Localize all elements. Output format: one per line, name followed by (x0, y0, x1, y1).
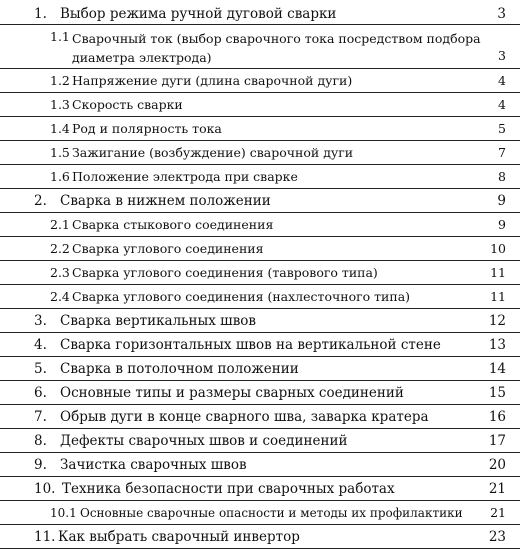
toc-entry-page: 15 (488, 385, 506, 401)
toc-entry-page: 3 (497, 6, 506, 22)
toc-entry-number: 7. (34, 409, 47, 425)
toc-entry-page: 17 (488, 433, 506, 449)
toc-entry-page: 9 (497, 193, 506, 209)
toc-entry-title: Выбор режима ручной дуговой сварки (60, 6, 337, 22)
toc-entry-title: Сварка в нижнем положении (60, 193, 271, 209)
toc-entry-title: Как выбрать сварочный инвертор (58, 529, 300, 545)
toc-entry-title: Сварка вертикальных швов (60, 313, 257, 329)
toc-entry-10-1[interactable] (0, 500, 520, 525)
toc-entry-page: 21 (490, 505, 506, 520)
toc-entry-page: 14 (488, 361, 506, 377)
toc-entry-number: 1. (34, 6, 47, 22)
toc-entry-page: 23 (488, 529, 506, 545)
toc-entry-number: 2.3 (50, 265, 70, 280)
toc-entry-title: Дефекты сварочных швов и соединений (60, 433, 348, 449)
toc-entry-9[interactable] (0, 452, 520, 477)
toc-entry-page: 11 (490, 265, 506, 280)
toc-entry-title: Сварочный ток (выбор сварочного тока посредством подбора диаметра электрода) (72, 31, 481, 65)
toc-entry-1[interactable] (0, 0, 520, 25)
toc-entry-title: Основные сварочные опасности и методы их профилактики (80, 506, 463, 520)
toc-entry-1-2[interactable] (0, 68, 520, 93)
toc-entry-page: 9 (498, 217, 506, 232)
toc-entry-number: 2.4 (50, 289, 70, 304)
toc-entry-10[interactable] (0, 476, 520, 501)
toc-entry-2-4[interactable] (0, 284, 520, 309)
toc-entry-title: Род и полярность тока (72, 121, 222, 136)
toc-entry-title: Обрыв дуги в конце сварного шва, заварка кратера (60, 409, 429, 425)
toc-entry-number: 4. (34, 337, 47, 353)
toc-entry-page: 21 (488, 481, 506, 497)
toc-entry-8[interactable] (0, 428, 520, 453)
toc-entry-number: 10.1 (50, 506, 77, 520)
toc-entry-5[interactable] (0, 356, 520, 381)
toc-entry-page: 7 (498, 145, 506, 160)
toc-entry-1-6[interactable] (0, 164, 520, 189)
toc-entry-1-5[interactable] (0, 140, 520, 165)
toc-entry-number: 10. (34, 481, 56, 497)
toc-entry-page: 8 (498, 169, 506, 184)
toc-entry-number: 1.3 (50, 97, 70, 112)
toc-entry-page: 11 (490, 289, 506, 304)
toc-entry-title: Сварка в потолочном положении (60, 361, 299, 377)
toc-entry-number: 1.2 (50, 73, 70, 88)
toc-entry-number: 1.4 (50, 121, 70, 136)
toc-entry-page: 12 (488, 313, 506, 329)
toc-entry-title: Зачистка сварочных швов (60, 457, 247, 473)
toc-entry-11[interactable] (0, 524, 520, 549)
toc-entry-page: 3 (498, 48, 506, 63)
toc-entry-title: Сварка углового соединения (таврового типа) (72, 265, 378, 280)
toc-entry-number: 1.1 (50, 29, 70, 44)
toc-entry-title: Сварка горизонтальных швов на вертикальной стене (60, 337, 441, 353)
toc-entry-page: 4 (498, 97, 506, 112)
toc-entry-page: 5 (498, 121, 506, 136)
toc-entry-number: 2.1 (50, 217, 70, 232)
toc-entry-number: 9. (34, 457, 47, 473)
toc-entry-4[interactable] (0, 332, 520, 357)
toc-entry-number: 1.6 (50, 169, 70, 184)
toc-entry-title: Сварка углового соединения (72, 241, 264, 256)
toc-entry-title: Техника безопасности при сварочных работах (62, 481, 395, 497)
toc-entry-6[interactable] (0, 380, 520, 405)
toc-entry-title: Зажигание (возбуждение) сварочной дуги (72, 145, 354, 160)
toc-entry-number: 2.2 (50, 241, 70, 256)
toc-entry-7[interactable] (0, 404, 520, 429)
toc-entry-3[interactable] (0, 308, 520, 333)
toc-entry-number: 2. (34, 193, 47, 209)
toc-entry-page: 4 (498, 73, 506, 88)
toc-entry-title: Положение электрода при сварке (72, 169, 298, 184)
toc-entry-page: 10 (490, 241, 506, 256)
toc-entry-2-1[interactable] (0, 212, 520, 237)
toc-entry-number: 6. (34, 385, 47, 401)
toc-entry-page: 20 (488, 457, 506, 473)
toc-entry-1-3[interactable] (0, 92, 520, 117)
toc-entry-number: 8. (34, 433, 47, 449)
toc-entry-2[interactable] (0, 188, 520, 213)
toc-entry-1-1[interactable] (0, 24, 520, 69)
toc-entry-page: 16 (488, 409, 506, 425)
toc-entry-number: 3. (34, 313, 47, 329)
toc-entry-2-2[interactable] (0, 236, 520, 261)
toc-entry-2-3[interactable] (0, 260, 520, 285)
toc-entry-title: Сварка углового соединения (нахлесточного типа) (72, 289, 411, 304)
toc-entry-title: Основные типы и размеры сварных соединений (60, 385, 404, 401)
toc-entry-title: Напряжение дуги (длина сварочной дуги) (72, 73, 353, 88)
toc-entry-number: 5. (34, 361, 47, 377)
toc-entry-title: Сварка стыкового соединения (72, 217, 274, 232)
toc-entry-page: 13 (488, 337, 506, 353)
toc-entry-1-4[interactable] (0, 116, 520, 141)
toc-entry-title: Скорость сварки (72, 97, 183, 112)
toc-entry-number: 1.5 (50, 145, 70, 160)
toc-entry-number: 11. (34, 529, 56, 545)
